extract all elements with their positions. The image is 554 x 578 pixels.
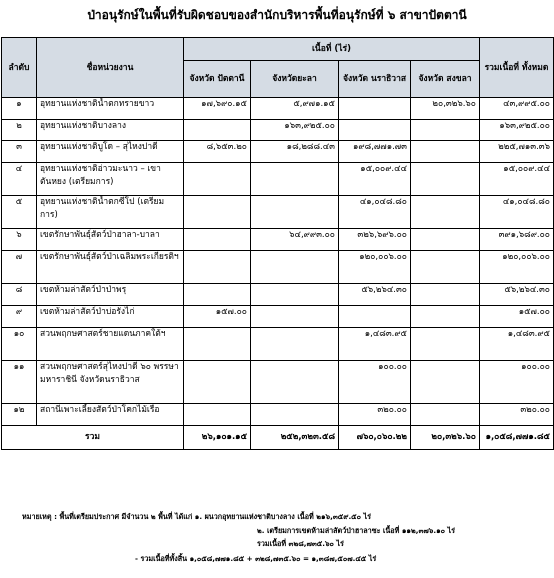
cell-yala — [251, 328, 339, 361]
cell-yala: ๖๔,๙๙๓.๐๐ — [251, 229, 339, 251]
page-title: ป่าอนุรักษ์ในพื้นที่รับผิดชอบของสำนักบริหารพื้นที่อนุรักษ์ที่ ๖ สาขาปัตตานี — [87, 8, 467, 22]
cell-songkhla — [411, 196, 480, 229]
table-row — [2, 251, 554, 284]
cell-pattani — [184, 196, 251, 229]
cell-pattani — [184, 229, 251, 251]
total-row — [2, 426, 554, 450]
table-row — [2, 196, 554, 229]
total-label: รวม — [2, 426, 184, 450]
cell-narathiwat: ๓๒๐.๐๐ — [339, 404, 411, 426]
cell-pattani — [184, 328, 251, 361]
cell-narathiwat: ๓๒๖,๖๙๖.๐๐ — [339, 229, 411, 251]
cell-pattani: ๑๕๗.๐๐ — [184, 306, 251, 328]
cell-seq: ๙ — [2, 306, 37, 328]
cell-unit-name: เขตรักษาพันธุ์สัตว์ป่าฮาลา-บาลา — [37, 229, 184, 251]
cell-narathiwat — [339, 120, 411, 141]
total-narathiwat: ๗๖๐,๐๖๐.๒๒ — [339, 426, 411, 450]
cell-pattani — [184, 251, 251, 284]
cell-songkhla — [411, 306, 480, 328]
cell-unit-name: สถานีเพาะเลี้ยงสัตว์ป่าโคกไม้เรือ — [37, 404, 184, 426]
table-row — [2, 163, 554, 196]
cell-unit-name: อุทยานแห่งชาติบูโด – สุไหงปาดี — [37, 141, 184, 163]
cell-total: ๕๖,๒๖๔.๓๐ — [480, 284, 554, 306]
cell-pattani — [184, 284, 251, 306]
total-songkhla: ๒๐,๓๒๖.๖๐ — [411, 426, 480, 450]
cell-pattani: ๘,๖๕๓.๒๐ — [184, 141, 251, 163]
cell-seq: ๑ — [2, 98, 37, 120]
conservation-area-table — [1, 37, 554, 450]
cell-songkhla — [411, 120, 480, 141]
cell-songkhla — [411, 229, 480, 251]
cell-yala — [251, 196, 339, 229]
cell-yala — [251, 251, 339, 284]
cell-seq: ๑๒ — [2, 404, 37, 426]
cell-seq: ๓ — [2, 141, 37, 163]
cell-unit-name: อุทยานแห่งชาติบางลาง — [37, 120, 184, 141]
cell-songkhla — [411, 141, 480, 163]
cell-songkhla: ๒๐,๓๒๖.๖๐ — [411, 98, 480, 120]
header-songkhla: จังหวัด สงขลา — [411, 61, 480, 98]
cell-total: ๔๓,๙๙๕.๐๐ — [480, 98, 554, 120]
cell-narathiwat: ๑๕,๐๐๙.๔๔ — [339, 163, 411, 196]
cell-pattani: ๑๗,๖๙๐.๑๕ — [184, 98, 251, 120]
cell-narathiwat: ๑๒๐,๐๐๖.๐๐ — [339, 251, 411, 284]
table-row — [2, 98, 554, 120]
cell-songkhla — [411, 163, 480, 196]
cell-yala — [251, 361, 339, 404]
cell-seq: ๘ — [2, 284, 37, 306]
header-pattani: จังหวัด ปัตตานี — [184, 61, 251, 98]
cell-pattani — [184, 361, 251, 404]
cell-total: ๓๙๑,๖๘๙.๐๐ — [480, 229, 554, 251]
cell-unit-name: เขตห้ามล่าสัตว์ป่าป่าพรุ — [37, 284, 184, 306]
cell-yala — [251, 306, 339, 328]
cell-narathiwat: ๕๖,๒๖๔.๓๐ — [339, 284, 411, 306]
cell-pattani — [184, 120, 251, 141]
table-body — [2, 98, 554, 450]
cell-total: ๒๒๕,๗๑๓.๓๖ — [480, 141, 554, 163]
note-line-1: หมายเหตุ : พื้นที่เตรียมประกาศ มีจำนวน ๒ พื้นที่ ได้แก่ ๑. ผนวกอุทยานแห่งชาติบางลาง เนื้อที่ ๒๑๖,๓๕๙.๕๐ ไร่ — [22, 512, 371, 521]
cell-unit-name: อุทยานแห่งชาติอ่าวมะนาว – เขาตันหยง (เตรียมการ) — [37, 163, 184, 196]
cell-unit-name: สวนพฤกษศาสตร์ชายแดนภาคใต้ฯ — [37, 328, 184, 361]
cell-narathiwat: ๑๐๐.๐๐ — [339, 361, 411, 404]
total-total: ๑,๐๕๘,๗๗๑.๘๕ — [480, 426, 554, 450]
total-yala: ๒๕๒,๓๒๓.๕๘ — [251, 426, 339, 450]
cell-total: ๑๕,๐๐๙.๔๔ — [480, 163, 554, 196]
note-line-2: ๒. เตรียมการเขตห้ามล่าสัตว์ป่าฮาลาซะ เนื้อที่ ๑๑๒,๓๗๖.๑๐ ไร่ — [257, 526, 455, 535]
note-line-4: - รวมเนื้อที่ทั้งสิ้น ๑,๐๕๘,๗๗๑.๘๕ + ๓๒๘,๗๓๕.๖๐ = ๑,๓๘๗,๕๐๗.๔๕ ไร่ — [135, 554, 377, 563]
cell-narathiwat — [339, 306, 411, 328]
header-seq: ลำดับ — [2, 38, 37, 98]
cell-seq: ๔ — [2, 163, 37, 196]
cell-seq: ๑๐ — [2, 328, 37, 361]
cell-pattani — [184, 404, 251, 426]
cell-seq: ๗ — [2, 251, 37, 284]
cell-unit-name: อุทยานแห่งชาติน้ำตกทรายขาว — [37, 98, 184, 120]
header-total-area: รวมเนื้อที่ ทั้งหมด — [480, 38, 554, 98]
table-row — [2, 141, 554, 163]
header-yala: จังหวัดยะลา — [251, 61, 339, 98]
cell-seq: ๒ — [2, 120, 37, 141]
cell-pattani — [184, 163, 251, 196]
cell-seq: ๕ — [2, 196, 37, 229]
cell-unit-name: สวนพฤกษศาสตร์สุไหงปาดี ๖๐ พรรษา มหาราชินี จังหวัดนราธิวาส — [37, 361, 184, 404]
cell-songkhla — [411, 328, 480, 361]
table-row — [2, 404, 554, 426]
cell-unit-name: เขตห้ามล่าสัตว์ป่าบ่อรังไก่ — [37, 306, 184, 328]
header-area-group: เนื้อที่ (ไร่) — [184, 38, 480, 61]
cell-songkhla — [411, 284, 480, 306]
cell-narathiwat — [339, 98, 411, 120]
cell-total: ๔๑,๐๔๘.๘๐ — [480, 196, 554, 229]
cell-narathiwat: ๑๙๘,๗๗๑.๗๓ — [339, 141, 411, 163]
cell-yala: ๕,๙๗๑.๑๕ — [251, 98, 339, 120]
cell-songkhla — [411, 361, 480, 404]
cell-narathiwat: ๔๑,๐๔๘.๘๐ — [339, 196, 411, 229]
cell-narathiwat: ๑,๔๘๓.๙๕ — [339, 328, 411, 361]
header-narathiwat: จังหวัด นราธิวาส — [339, 61, 411, 98]
cell-unit-name: เขตรักษาพันธุ์สัตว์ป่าเฉลิมพระเกียรติฯ — [37, 251, 184, 284]
table-row — [2, 306, 554, 328]
cell-yala — [251, 163, 339, 196]
cell-yala — [251, 284, 339, 306]
cell-yala: ๑๖๓,๙๒๕.๐๐ — [251, 120, 339, 141]
table-row — [2, 229, 554, 251]
cell-total: ๓๒๐.๐๐ — [480, 404, 554, 426]
table-row — [2, 284, 554, 306]
cell-seq: ๑๑ — [2, 361, 37, 404]
cell-unit-name: อุทยานแห่งชาติน้ำตกซีโป (เตรียมการ) — [37, 196, 184, 229]
cell-total: ๑๕๗.๐๐ — [480, 306, 554, 328]
cell-total: ๑๖๓,๙๒๕.๐๐ — [480, 120, 554, 141]
cell-total: ๑๒๐,๐๐๖.๐๐ — [480, 251, 554, 284]
header-unit-name: ชื่อหน่วยงาน — [37, 38, 184, 98]
cell-songkhla — [411, 251, 480, 284]
cell-total: ๑,๔๘๓.๙๕ — [480, 328, 554, 361]
note-line-3: รวมเนื้อที่ ๓๒๘,๗๓๕.๖๐ ไร่ — [257, 539, 344, 548]
table-row — [2, 328, 554, 361]
cell-yala: ๑๘,๒๘๘.๔๓ — [251, 141, 339, 163]
cell-songkhla — [411, 404, 480, 426]
cell-seq: ๖ — [2, 229, 37, 251]
table-row — [2, 120, 554, 141]
cell-total: ๑๐๐.๐๐ — [480, 361, 554, 404]
cell-yala — [251, 404, 339, 426]
table-row — [2, 361, 554, 404]
total-pattani: ๒๖,๑๐๑.๑๕ — [184, 426, 251, 450]
